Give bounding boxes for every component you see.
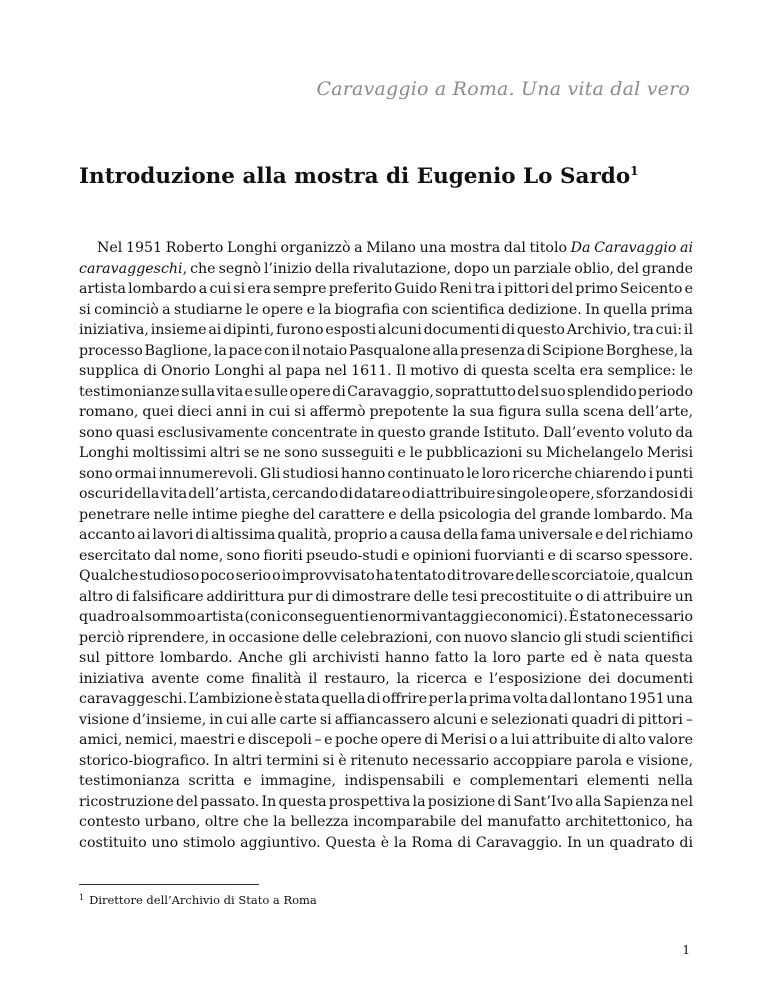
body-line: storico-biografico. In altri termini si è ritenuto necessario accoppiare parola e visione,	[79, 752, 693, 769]
footnote-divider	[79, 884, 259, 885]
body-line: altro di falsificare addirittura pur di dimostrare delle tesi precostituite o di attribuire un	[79, 588, 693, 605]
footnote-number: 1	[79, 893, 85, 902]
body-line: esercitato dal nome, sono fioriti pseudo-studi e opinioni fuorvianti e di scarso spessore.	[79, 547, 693, 564]
body-line: accanto ai lavori di altissima qualità, proprio a causa della fama universale e del richiamo	[79, 527, 693, 543]
body-line: sono ormai innumerevoli. Gli studiosi hanno continuato le loro ricerche chiarendo i punti	[79, 465, 693, 482]
footnote	[79, 893, 317, 907]
page-number: 1	[682, 943, 690, 957]
body-line: iniziativa, insieme ai dipinti, furono esposti alcuni documenti di questo Archivio, tra cui: il	[79, 322, 693, 338]
body-line: caravaggeschi, che segnò l’inizio della rivalutazione, dopo un parziale oblio, del grande	[79, 260, 693, 277]
footnote-text: Direttore dell’Archivio di Stato a Roma	[89, 893, 317, 907]
body-line: Qualche studioso poco serio o improvvisato ha tentato di trovare delle scorciatoie, qualcun	[79, 568, 693, 584]
title-footnote-ref: 1	[630, 164, 639, 178]
page-title	[79, 164, 639, 189]
body-line: testimonianze sulla vita e sulle opere di Caravaggio, soprattutto del suo splendido periodo	[79, 383, 693, 400]
body-line: processo Baglione, la pace con il notaio Pasqualone alla presenza di Scipione Borghese, la	[79, 342, 693, 359]
body-line: quadro al sommo artista (con i conseguenti enormi vantaggi economici). È stato necessario	[79, 609, 693, 625]
body-line: iniziativa avente come finalità il restauro, la ricerca e l’esposizione dei documenti	[79, 670, 693, 687]
body-line: visione d’insieme, in cui alle carte si affiancassero alcuni e selezionati quadri di pittori –	[79, 711, 693, 728]
body-line: sul pittore lombardo. Anche gli archivisti hanno fatto la loro parte ed è nata questa	[79, 650, 693, 666]
body-line: romano, quei dieci anni in cui si affermò prepotente la sua figura sulla scena dell’arte,	[79, 404, 693, 420]
body-line: penetrare nelle intime pieghe del carattere e della psicologia del grande lombardo. Ma	[79, 506, 693, 523]
body-line: contesto urbano, oltre che la bellezza incomparabile del manufatto architettonico, ha	[79, 814, 693, 830]
body-line: caravaggeschi. L’ambizione è stata quella di offrire per la prima volta dal lontano 1951 una	[79, 691, 693, 707]
body-line: testimonianza scritta e immagine, indispensabili e complementari elementi nella	[79, 773, 693, 789]
body-line: supplica di Onorio Longhi al papa nel 1611. Il motivo di questa scelta era semplice: le	[79, 363, 693, 379]
body-line: sono quasi esclusivamente concentrate in questo grande Istituto. Dall’evento voluto da	[79, 424, 693, 441]
body-line: si cominciò a studiarne le opere e la biografia con scientifica dedizione. In quella prima	[79, 301, 693, 318]
body-line: ricostruzione del passato. In questa prospettiva la posizione di Sant’Ivo alla Sapienza nel	[79, 793, 693, 810]
body-line: oscuri della vita dell’artista, cercando di datare o di attribuire singole opere, sforzandosi di	[79, 486, 693, 502]
exhibition-title: Da Caravaggio ai	[570, 240, 694, 256]
body-line: Nel 1951 Roberto Longhi organizzò a Milano una mostra dal titolo Da Caravaggio ai	[97, 240, 694, 256]
exhibition-title-cont: caravaggeschi	[79, 260, 183, 277]
body-line: perciò riprendere, in occasione delle celebrazioni, con nuovo slancio gli studi scientifici	[79, 629, 693, 646]
body-paragraph	[79, 238, 693, 853]
body-line: amici, nemici, maestri e discepoli – e poche opere di Merisi o a lui attribuite di alto valore	[79, 732, 693, 748]
body-line: artista lombardo a cui si era sempre preferito Guido Reni tra i pittori del primo Seicento e	[79, 281, 693, 297]
body-line: costituito uno stimolo aggiuntivo. Questa è la Roma di Caravaggio. In un quadrato di	[79, 834, 693, 851]
running-header: Caravaggio a Roma. Una vita dal vero	[316, 78, 690, 100]
body-line: Longhi moltissimi altri se ne sono susseguiti e le pubblicazioni su Michelangelo Merisi	[79, 445, 693, 461]
title-text: Introduzione alla mostra di Eugenio Lo Sardo	[79, 164, 631, 189]
